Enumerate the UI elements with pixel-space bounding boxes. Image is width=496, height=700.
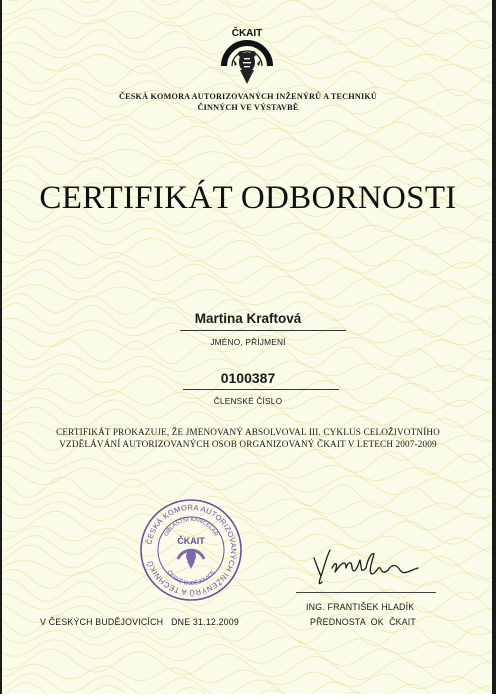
wave-line [0, 0, 492, 27]
name-underline [180, 330, 346, 331]
wave-line [0, 131, 492, 166]
svg-text:OBLASTNÍ KANCELÁŘ [164, 516, 220, 537]
wave-line [0, 260, 492, 290]
wave-line [0, 511, 492, 544]
wave-line [0, 630, 492, 656]
scan-edge-bottom [0, 694, 496, 700]
place-and-date: V ČESKÝCH BUDĚJOVICÍCH DNE 31.12.2009 [40, 617, 239, 627]
official-stamp [138, 497, 244, 603]
holder-name: Martina Kraftová [194, 311, 302, 326]
wave-line [0, 122, 492, 151]
wave-line [0, 502, 492, 530]
ckait-logo [218, 26, 276, 88]
signatory-name: ING. FRANTIŠEK HLADÍK [306, 602, 415, 612]
wave-line [0, 477, 492, 509]
stamp-bottom: ČESKÉ BUDĚJOVICE [165, 569, 217, 588]
wave-line [0, 640, 492, 668]
wave-line [0, 466, 492, 498]
signatory-role: PŘEDNOSTA OK ČKAIT [310, 617, 416, 627]
wave-line [0, 112, 492, 137]
logo-text: ČKAIT [231, 28, 263, 39]
number-underline [183, 389, 339, 390]
statement-line1: CERTIFIKÁT PROKAZUJE, ŽE JMENOVANÝ ABSOLVOVAL III. CYKLUS CELOŽIVOTNÍHO [56, 427, 440, 437]
statement-line2: VZDĚLÁVÁNÍ AUTORIZOVANÝCH OSOB ORGANIZOVANÝ ČKAIT V LETECH 2007-2009 [59, 439, 437, 449]
wave-line [0, 269, 492, 303]
wave-line [0, 649, 492, 682]
handwritten-signature [308, 546, 428, 588]
signature-line [296, 592, 436, 593]
stamp-ring-text: ČESKÁ KOMORA AUTORIZOVANÝCH INŽENÝRŮ A TECHNIKŮ [144, 502, 239, 598]
certificate-title: CERTIFIKÁT ODBORNOSTI [39, 180, 457, 216]
wave-line [0, 226, 492, 254]
stamp-center: ČKAIT [177, 536, 205, 546]
wave-line [0, 664, 492, 691]
wave-line [0, 492, 492, 518]
wave-line [0, 0, 492, 14]
org-name-line2: ČINNÝCH VE VÝSTAVBĚ [197, 103, 299, 112]
member-number: 0100387 [220, 370, 276, 386]
org-name-line1: ČESKÁ KOMORA AUTORIZOVANÝCH INŽENÝRŮ A TECHNIKŮ [118, 92, 378, 101]
number-caption: ČLENSKÉ ČÍSLO [213, 396, 283, 406]
name-caption: JMÉNO, PŘÍJMENÍ [210, 337, 286, 347]
stamp-inner-top: OBLASTNÍ KANCELÁŘ [163, 516, 219, 538]
